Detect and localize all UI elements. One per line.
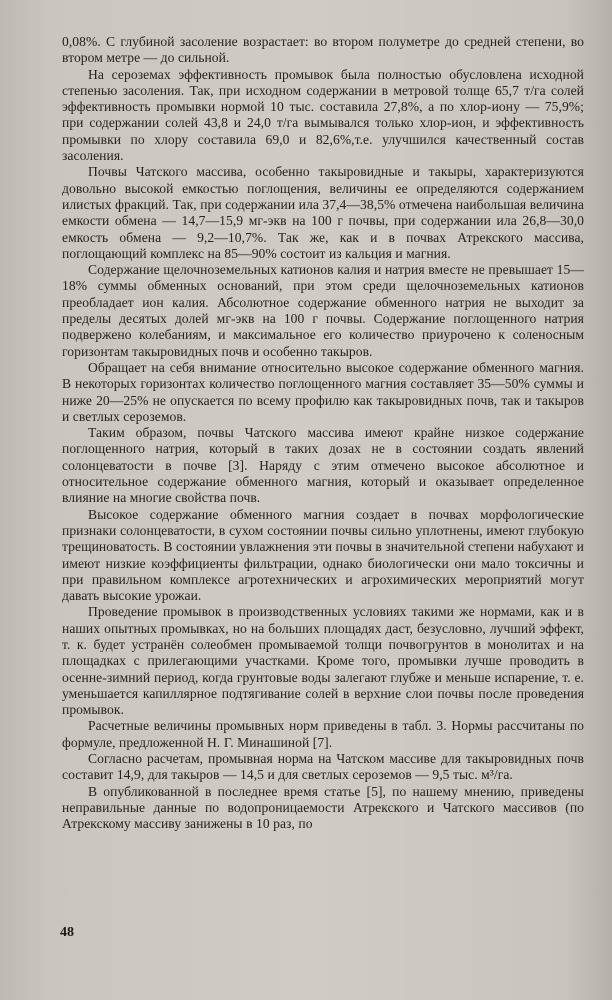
paragraph-4: Содержание щелочноземельных катионов калия и натрия вместе не превышает 15—18% суммы обменных оснований, при этом среди щелочноземельных катионов преобладает ион калия. Абсолютное содержание обменного натрия не выходит за пределы десятых долей мг-экв на 100 г почвы. Содержание поглощенного натрия подвержено колебаниям, и максимальное его количество приурочено к соленосным горизонтам такыровидных почв и особенно такыров. [62, 262, 584, 359]
paragraph-7: Высокое содержание обменного магния создает в почвах морфологические признаки солонцеватости, в сухом состоянии почвы сильно уплотнены, имеют глубокую трещиноватость. В состоянии увлажнения эти почвы в значительной степени набухают и имеют низкие коэффициенты фильтрации, однако биологически они мало токсичны и при правильном комплексе агротехнических и агрохимических мероприятий могут давать высокие урожаи. [62, 506, 584, 604]
page-number: 48 [60, 925, 74, 940]
paragraph-11: В опубликованной в последнее время статье [5], по нашему мнению, приведены неправильные данные по водопроницаемости Атрекского и Чатского массивов (по Атрекскому массиву занижены в 10 раз, по [62, 783, 584, 832]
paragraph-1: 0,08%. С глубиной засоление возрастает: во втором полуметре до средней степени, во втором метре — до сильной. [62, 34, 584, 66]
paragraph-5: Обращает на себя внимание относительно высокое содержание обменного магния. В некоторых горизонтах количество поглощенного магния составляет 35—50% суммы и ниже 20—25% не опускается по всему профилю как такыровидных почв, так и такыров и светлых сероземов. [62, 359, 584, 424]
paragraph-10: Согласно расчетам, промывная норма на Чатском массиве для такыровидных почв составит 14,9, для такыров — 14,5 и для светлых сероземов — 9,5 тыс. м³/га. [62, 751, 584, 783]
paragraph-3: Почвы Чатского массива, особенно такыровидные и такыры, характеризуются довольно высокой емкостью поглощения, величины ее определяются содержанием илистых фракций. Так, при содержании ила 37,4—38,5% отмечена наибольшая величина емкости обмена — 14,7—15,9 мг-экв на 100 г почвы, при содержании ила 26,8—30,0 емкость обмена — 9,2—10,7%. Так же, как и в почвах Атрекского массива, поглощающий комплекс на 85—90% состоит из кальция и магния. [62, 164, 584, 261]
paragraph-9: Расчетные величины промывных норм приведены в табл. 3. Нормы рассчитаны по формуле, предложенной Н. Г. Минашиной [7]. [62, 718, 584, 750]
paragraph-2: На сероземах эффективность промывок была полностью обусловлена исходной степенью засоления. Так, при исходном содержании в метровой толще 65,7 т/га солей эффективность промывки нормой 10 тыс. составила 27,8%, а по хлор-иону — 75,9%; при содержании солей 43,8 и 24,0 т/га вымывался только хлор-ион, и эффективность промывки по хлору составила 69,0 и 82,6%,т.е. улучшился качественный состав засоления. [62, 66, 584, 164]
paragraph-8: Проведение промывок в производственных условиях такими же нормами, как и в наших опытных промывках, но на больших площадях даст, безусловно, лучший эффект, т. к. будет устранён солеобмен промываемой толщи почвогрунтов в монолитах и на площадках с прилегающими участками. Кроме того, промывки лучше проводить в осенне-зимний период, когда грунтовые воды залегают глубже и меньше испарение, т. е. уменьшается капиллярное подтягивание солей в верхние слои почвы после проведения промывок. [62, 604, 584, 718]
paragraph-6: Таким образом, почвы Чатского массива имеют крайне низкое содержание поглощенного натрия, который в таких дозах не в состоянии создать явлений солонцеватости в почве [3]. Наряду с этим отмечено высокое абсолютное и относительное содержание обменного магния, который и оказывает определенное влияние на многие свойства почв. [62, 425, 584, 506]
